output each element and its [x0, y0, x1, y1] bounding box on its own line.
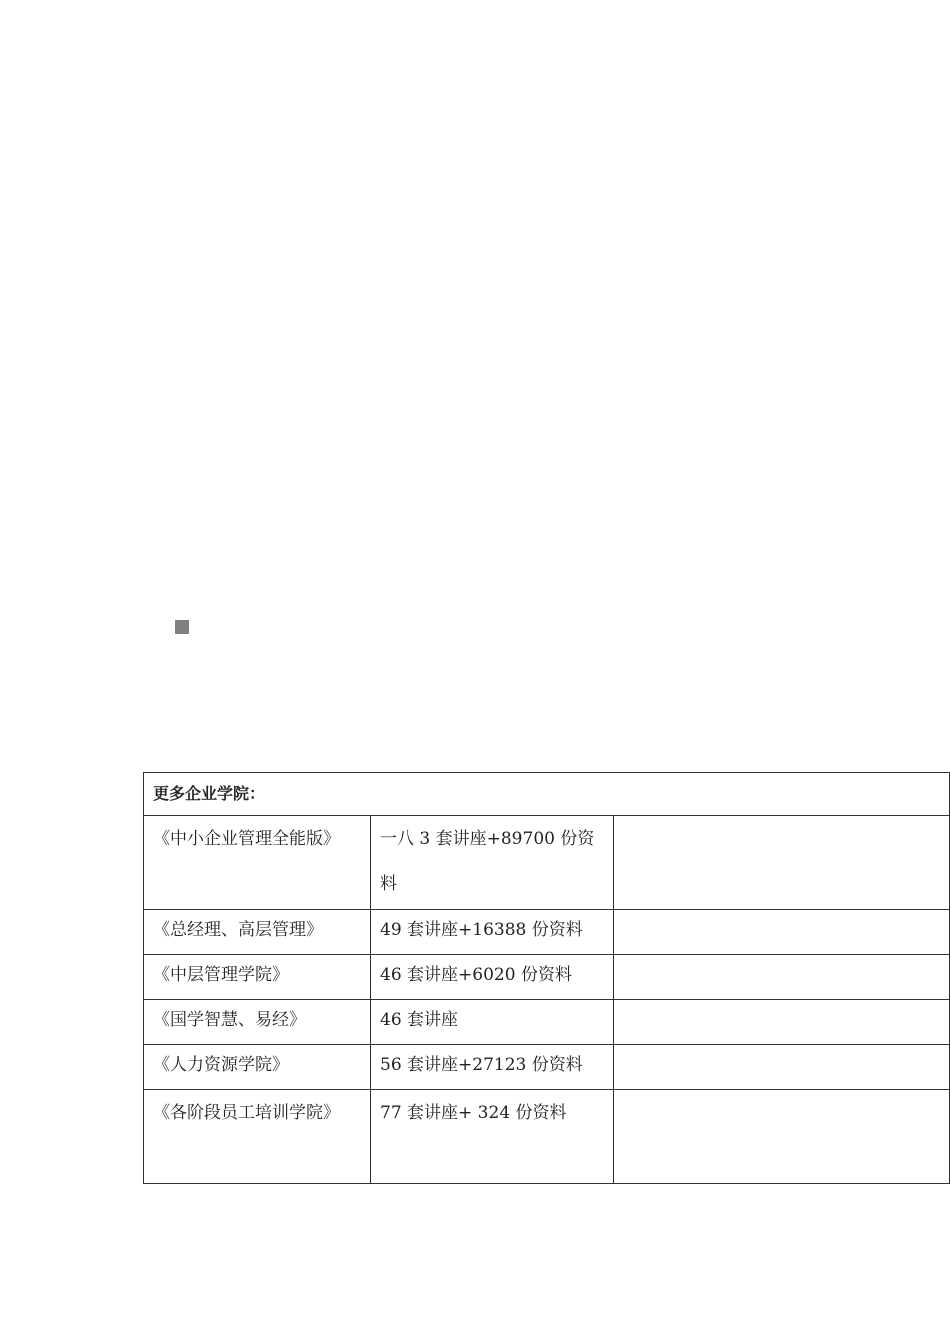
- course-content: 56 套讲座+27123 份资料: [371, 1045, 614, 1090]
- enterprise-academy-table: [143, 772, 950, 1184]
- course-name: 《总经理、高层管理》: [144, 910, 371, 955]
- course-content: 46 套讲座: [371, 1000, 614, 1045]
- table-row: [144, 1090, 950, 1184]
- table-header-row: [144, 773, 950, 816]
- table-row: [144, 955, 950, 1000]
- course-name: 《中层管理学院》: [144, 955, 371, 1000]
- course-extra: [614, 816, 950, 910]
- course-extra: [614, 1045, 950, 1090]
- table-row: [144, 816, 950, 910]
- bullet-square-icon: [175, 620, 189, 634]
- course-extra: [614, 955, 950, 1000]
- table-row: [144, 1045, 950, 1090]
- table-header: 更多企业学院：: [144, 773, 950, 816]
- course-extra: [614, 910, 950, 955]
- course-name: 《中小企业管理全能版》: [144, 816, 371, 910]
- course-name: 《各阶段员工培训学院》: [144, 1090, 371, 1184]
- course-content: 一八 3 套讲座+89700 份资料: [371, 816, 614, 910]
- course-content: 46 套讲座+6020 份资料: [371, 955, 614, 1000]
- course-extra: [614, 1000, 950, 1045]
- course-name: 《人力资源学院》: [144, 1045, 371, 1090]
- table-row: [144, 910, 950, 955]
- course-content: 77 套讲座+ 324 份资料: [371, 1090, 614, 1184]
- course-extra: [614, 1090, 950, 1184]
- course-content: 49 套讲座+16388 份资料: [371, 910, 614, 955]
- table-row: [144, 1000, 950, 1045]
- course-name: 《国学智慧、易经》: [144, 1000, 371, 1045]
